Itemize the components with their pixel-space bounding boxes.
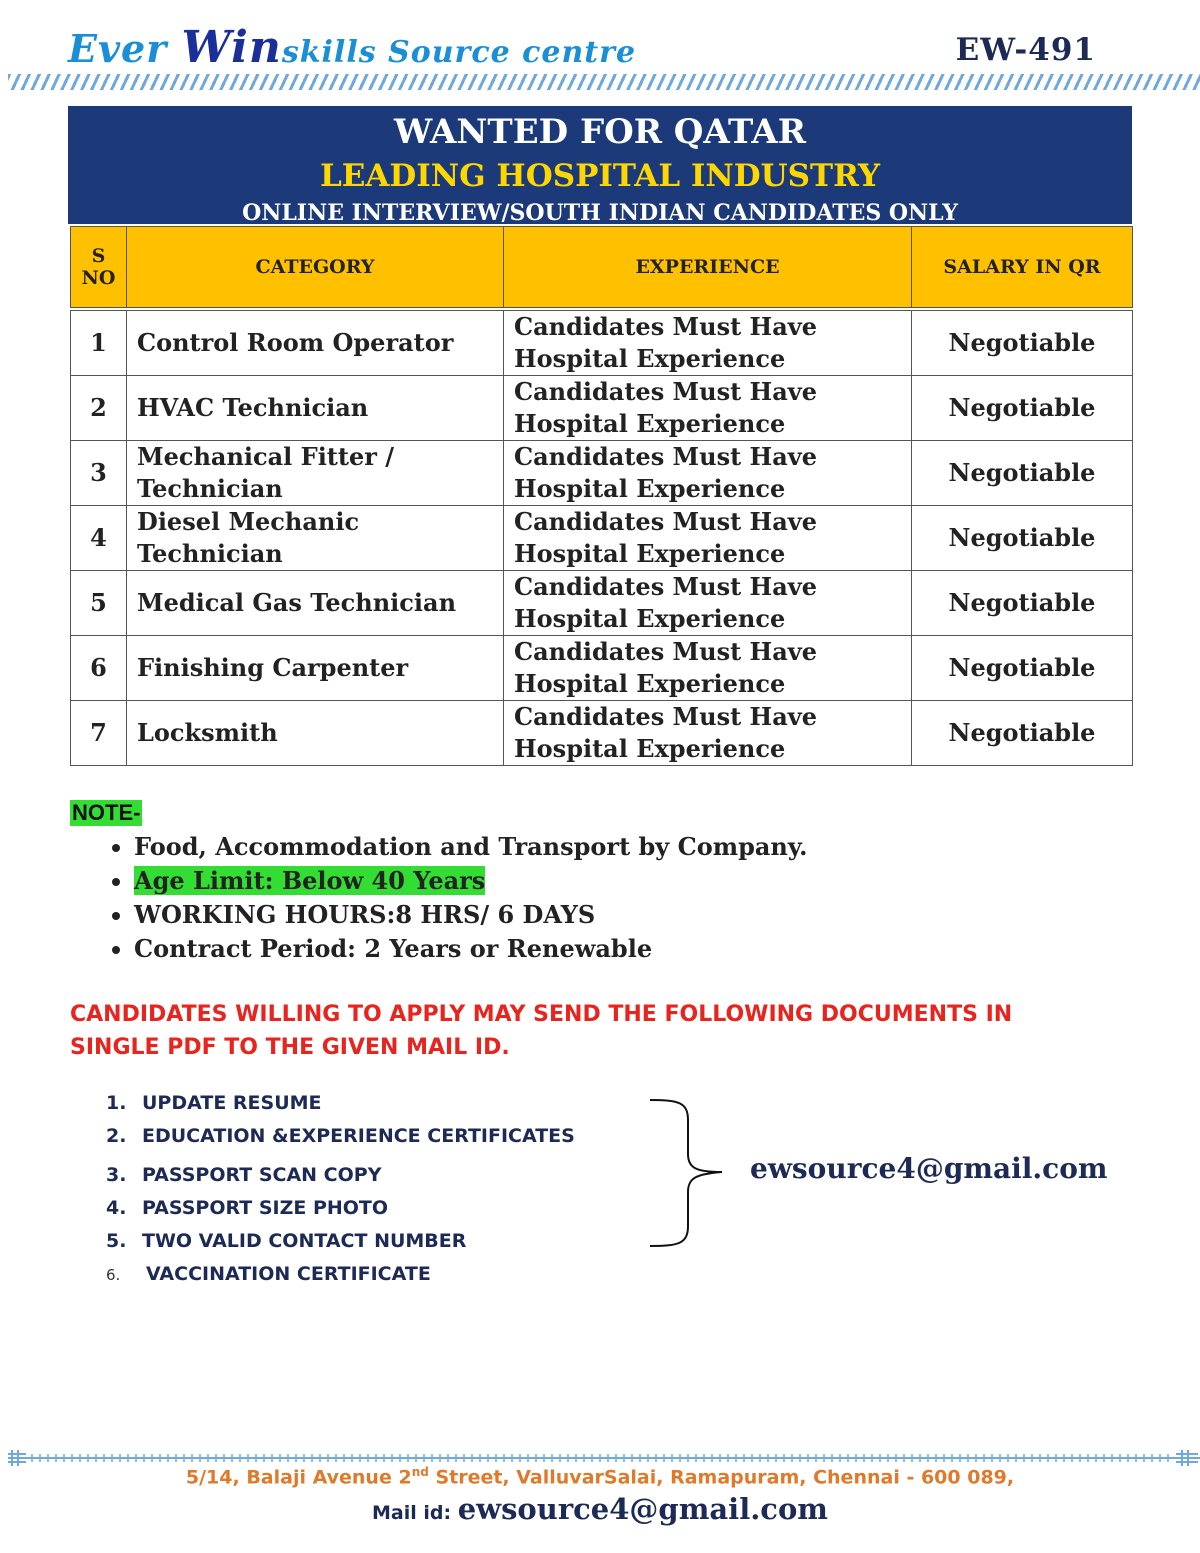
note-label: NOTE- — [72, 800, 141, 825]
footer-mail-label: Mail id: — [371, 1502, 458, 1524]
title-banner — [68, 106, 1132, 224]
row-category: Finishing Carpenter — [127, 636, 504, 701]
header-sno: S NO — [71, 227, 127, 308]
company-logo — [68, 22, 636, 73]
row-category: Mechanical Fitter / Technician — [127, 441, 504, 506]
note-item: • Contract Period: 2 Years or Renewable — [134, 932, 807, 966]
row-experience: Candidates Must Have Hospital Experience — [504, 636, 912, 701]
row-sno: 3 — [71, 441, 127, 506]
row-sno: 5 — [71, 571, 127, 636]
footer-address: 5/14, Balaji Avenue 2nd Street, ValluvarSalai, Ramapuram, Chennai - 600 089, — [185, 1465, 1015, 1489]
note-item: • WORKING HOURS:8 HRS/ 6 DAYS — [134, 898, 807, 932]
header-divider — [8, 74, 1200, 90]
table-row — [71, 701, 1133, 766]
row-sno: 7 — [71, 701, 127, 766]
row-salary: Negotiable — [912, 636, 1133, 701]
row-experience: Candidates Must Have Hospital Experience — [504, 571, 912, 636]
row-sno: 4 — [71, 506, 127, 571]
document-item: 3. PASSPORT SCAN COPY — [106, 1164, 382, 1186]
apply-line-2: SINGLE PDF TO THE GIVEN MAIL ID. — [70, 1035, 510, 1060]
notes-list — [70, 830, 807, 966]
row-category: Control Room Operator — [127, 311, 504, 376]
header-salary: SALARY IN QR — [912, 227, 1133, 308]
row-salary: Negotiable — [912, 311, 1133, 376]
logo-rest: skills Source centre — [281, 35, 637, 70]
banner-title: WANTED FOR QATAR — [393, 112, 807, 152]
row-category: HVAC Technician — [127, 376, 504, 441]
table-row — [71, 571, 1133, 636]
row-experience: Candidates Must Have Hospital Experience — [504, 506, 912, 571]
footer-mail — [0, 1492, 1200, 1526]
logo-ever: Ever — [68, 26, 182, 71]
row-category: Diesel Mechanic Technician — [127, 506, 504, 571]
row-sno: 1 — [71, 311, 127, 376]
table-header-row — [71, 227, 1133, 308]
note-item-age: • Age Limit: Below 40 Years — [134, 864, 807, 898]
row-experience: Candidates Must Have Hospital Experience — [504, 441, 912, 506]
table-row — [71, 636, 1133, 701]
table-row — [71, 311, 1133, 376]
apply-instructions — [70, 998, 1070, 1064]
banner-subtitle: ONLINE INTERVIEW/SOUTH INDIAN CANDIDATES ONLY — [242, 200, 958, 226]
contact-email[interactable]: ewsource4@gmail.com — [750, 1152, 1108, 1185]
table-row — [71, 506, 1133, 571]
note-item: • Food, Accommodation and Transport by Company. — [134, 830, 807, 864]
row-category: Locksmith — [127, 701, 504, 766]
logo-win: Win — [181, 22, 282, 73]
row-experience: Candidates Must Have Hospital Experience — [504, 701, 912, 766]
table-row — [71, 376, 1133, 441]
row-salary: Negotiable — [912, 571, 1133, 636]
row-category: Medical Gas Technician — [127, 571, 504, 636]
curly-brace-icon — [648, 1096, 738, 1250]
apply-line-1: CANDIDATES WILLING TO APPLY MAY SEND THE FOLLOWING DOCUMENTS IN — [70, 1002, 1013, 1027]
documents-list — [106, 1088, 575, 1292]
reference-code: EW-491 — [955, 32, 1096, 68]
row-sno: 6 — [71, 636, 127, 701]
header-category: CATEGORY — [127, 227, 504, 308]
footer-mail-link[interactable]: ewsource4@gmail.com — [457, 1492, 828, 1526]
row-salary: Negotiable — [912, 506, 1133, 571]
jobs-table — [70, 226, 1133, 766]
row-sno: 2 — [71, 376, 127, 441]
row-experience: Candidates Must Have Hospital Experience — [504, 311, 912, 376]
document-item: 4. PASSPORT SIZE PHOTO — [106, 1197, 389, 1219]
row-salary: Negotiable — [912, 376, 1133, 441]
table-row — [71, 441, 1133, 506]
row-experience: Candidates Must Have Hospital Experience — [504, 376, 912, 441]
document-item: 1. UPDATE RESUME — [106, 1092, 322, 1114]
document-item: 2. EDUCATION &EXPERIENCE CERTIFICATES — [106, 1125, 575, 1147]
header-experience: EXPERIENCE — [504, 227, 912, 308]
row-salary: Negotiable — [912, 701, 1133, 766]
document-item: 5. TWO VALID CONTACT NUMBER — [106, 1230, 467, 1252]
row-salary: Negotiable — [912, 441, 1133, 506]
document-item: 6. VACCINATION CERTIFICATE — [106, 1263, 431, 1285]
banner-industry: LEADING HOSPITAL INDUSTRY — [319, 158, 881, 194]
